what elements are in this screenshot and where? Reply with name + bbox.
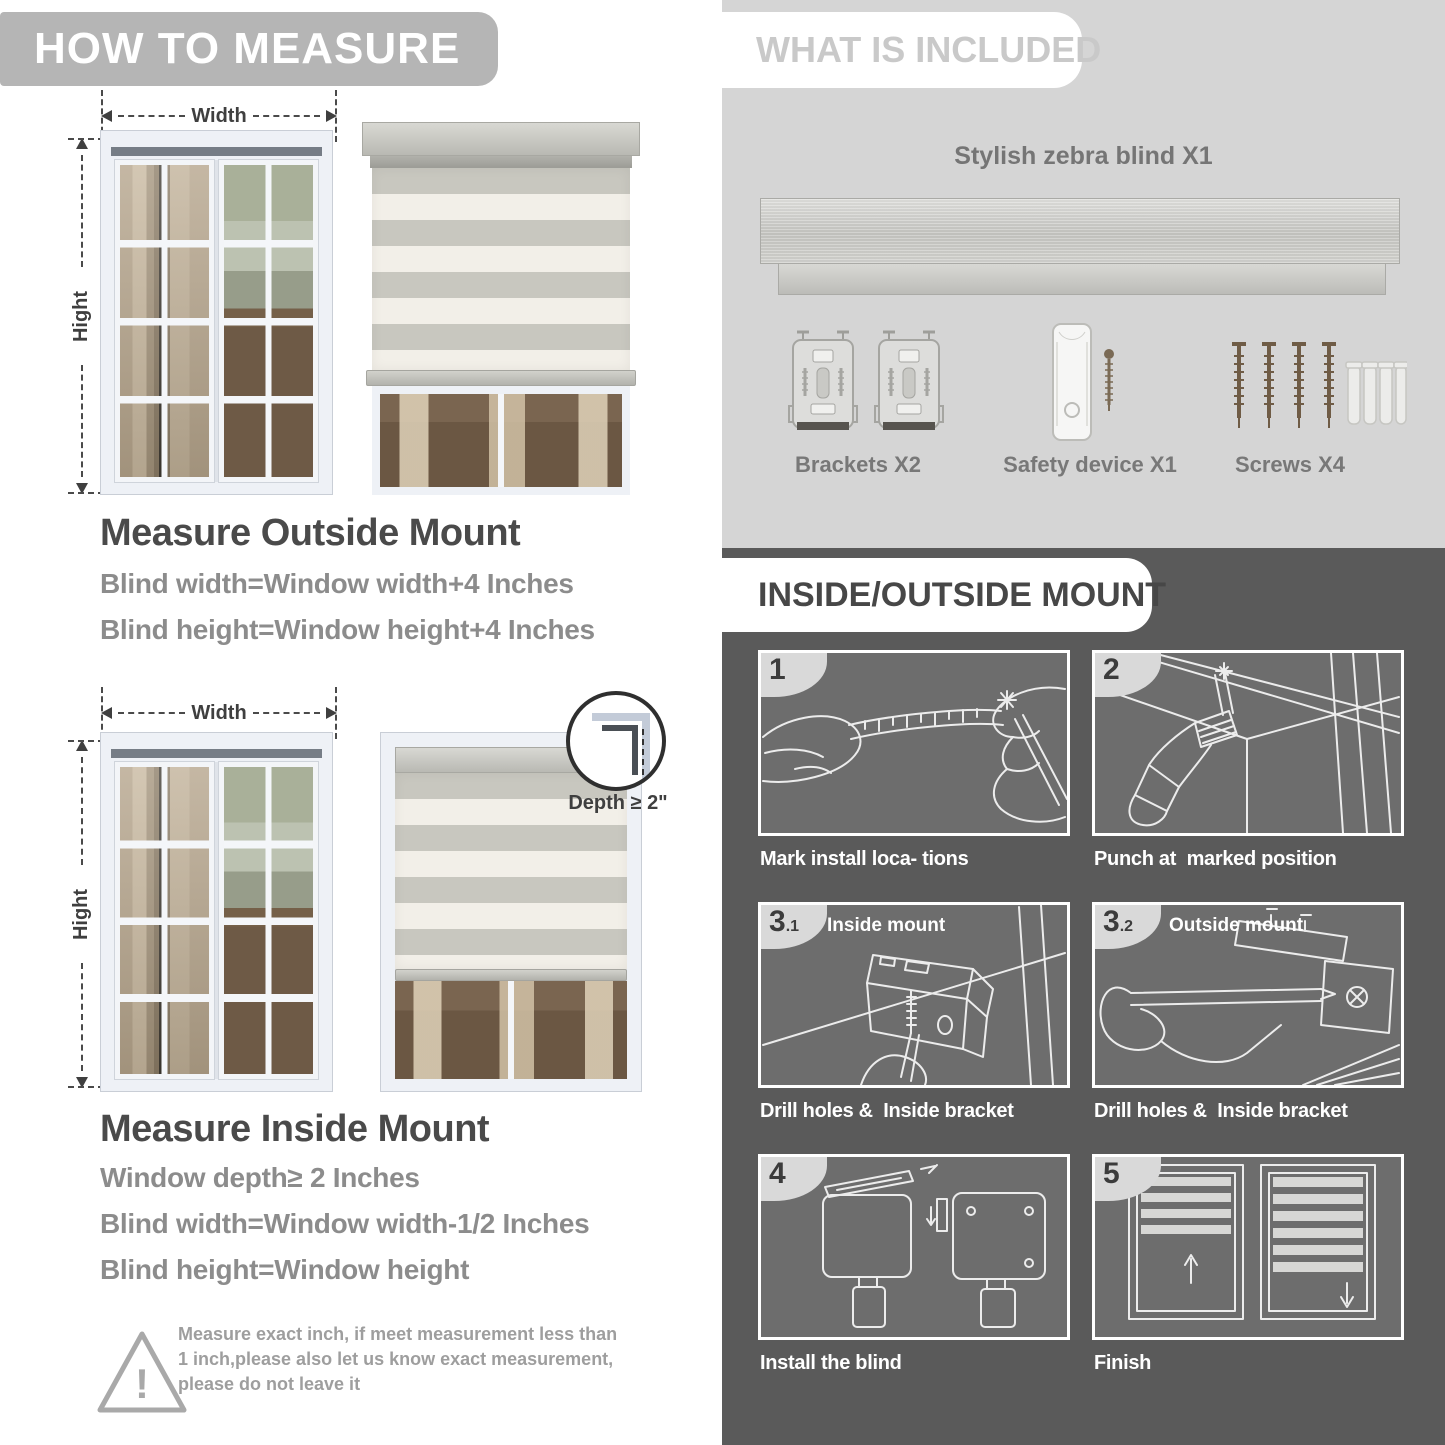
included-panel [722, 0, 1445, 548]
step-badge: 3 .2 [1095, 905, 1161, 949]
step-1-caption: Mark install loca- tions [760, 848, 969, 870]
step-badge: 1 [761, 653, 827, 697]
height-label: Hight [70, 290, 93, 342]
step-3-2-title: Outside mount [1169, 915, 1304, 936]
measure-tick [335, 90, 337, 142]
width-label: Width [191, 104, 247, 127]
blind-cassette-lip [370, 156, 632, 168]
outside-mount-line1: Blind width=Window width+4 Inches [100, 568, 574, 599]
inside-mount-line3: Blind height=Window height [100, 1254, 470, 1285]
blind-cassette [362, 122, 640, 156]
step-4-caption: Install the blind [760, 1352, 902, 1374]
step-3-1-tile [758, 902, 1070, 1088]
window-plain-outside [100, 130, 333, 495]
blind-bottom-rail [366, 370, 636, 386]
step-badge: 4 [761, 1157, 827, 1201]
window-below-blind [395, 981, 627, 1079]
outside-mount-heading: Measure Outside Mount [100, 512, 521, 554]
step-5-tile [1092, 1154, 1404, 1340]
step-3-2-tile [1092, 902, 1404, 1088]
warning-text: Measure exact inch, if meet measurement less than 1 inch,please also let us know exact measurement, please do not leave it [178, 1324, 618, 1394]
step-2-tile [1092, 650, 1404, 836]
window-blind-outside [362, 122, 640, 495]
inside-mount-heading: Measure Inside Mount [100, 1108, 490, 1150]
zebra-blind-stripes [372, 168, 630, 370]
window-pane [115, 762, 214, 1079]
width-arrow-inside [101, 703, 337, 723]
step-4-tile [758, 1154, 1070, 1340]
screws-icon [1222, 338, 1407, 450]
mount-panel [722, 548, 1445, 1445]
mount-header: INSIDE/OUTSIDE MOUNT [722, 558, 1152, 632]
step-badge: 3 .1 [761, 905, 827, 949]
window-top-recess [111, 147, 322, 156]
measure-tick [335, 687, 337, 739]
how-to-measure-header: HOW TO MEASURE [0, 12, 498, 86]
depth-magnifier-icon [566, 691, 666, 791]
window-below-blind [372, 386, 630, 495]
depth-note: Depth ≥ 2" [568, 792, 668, 814]
window-pane [219, 762, 318, 1079]
step-2-caption: Punch at marked position [1094, 848, 1337, 870]
blind-headrail-image [760, 198, 1400, 264]
outside-mount-line2: Blind height=Window height+4 Inches [100, 614, 595, 645]
included-header: WHAT IS INCLUDED [722, 12, 1082, 88]
step-3-1-title: Inside mount [827, 915, 946, 936]
inside-mount-line1: Window depth≥ 2 Inches [100, 1162, 420, 1193]
step-1-tile [758, 650, 1070, 836]
step-3-2-caption: Drill holes & Inside bracket [1094, 1100, 1348, 1122]
bracket-icon [872, 326, 946, 440]
height-arrow-outside [72, 138, 92, 494]
window-corner-inner [602, 725, 638, 775]
safety-device-label: Safety device X1 [1003, 452, 1177, 477]
step-3-1-caption: Drill holes & Inside bracket [760, 1100, 1014, 1122]
width-label: Width [191, 701, 247, 724]
window-top-recess [111, 749, 322, 758]
step-5-caption: Finish [1094, 1352, 1152, 1374]
window-pane [115, 160, 214, 482]
warning-icon [92, 1322, 192, 1422]
brackets-label: Brackets X2 [795, 452, 921, 477]
width-arrow-outside [101, 106, 337, 126]
depth-dashed-line [642, 729, 644, 775]
step-badge: 2 [1095, 653, 1161, 697]
blind-headrail-lip [778, 263, 1386, 295]
blind-bottom-rail [395, 969, 627, 981]
svg-text:!: ! [135, 1360, 149, 1407]
safety-device-icon [1042, 318, 1134, 448]
step-badge: 5 [1095, 1157, 1161, 1201]
bracket-icon [786, 326, 860, 440]
product-label: Stylish zebra blind X1 [954, 142, 1213, 170]
height-arrow-inside [72, 740, 92, 1088]
height-label: Hight [70, 888, 93, 940]
window-pane [219, 160, 318, 482]
inside-mount-line2: Blind width=Window width-1/2 Inches [100, 1208, 590, 1239]
screws-label: Screws X4 [1234, 452, 1346, 477]
window-plain-inside [100, 732, 333, 1092]
